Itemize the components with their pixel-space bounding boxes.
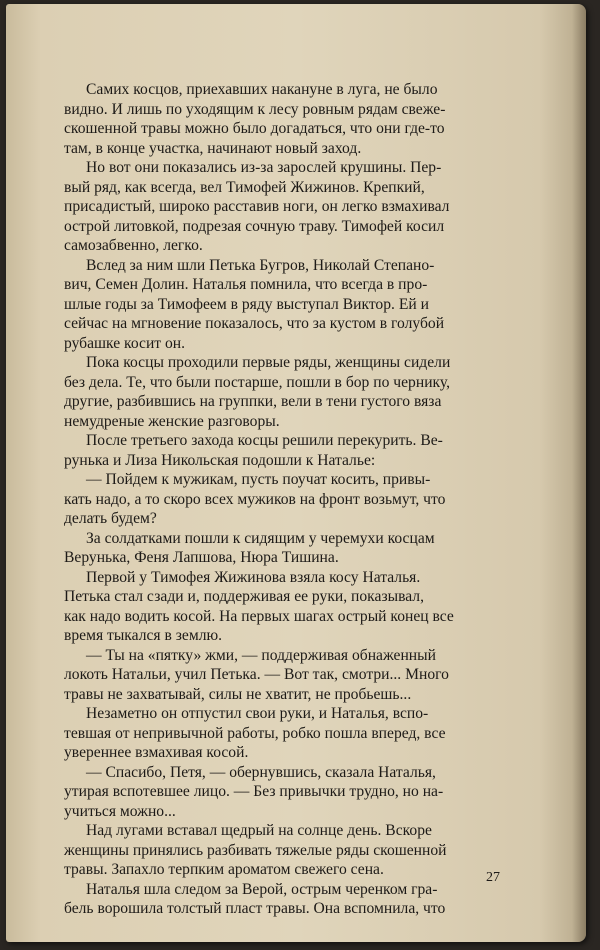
paragraph-10: Незаметно он отпустил свои руки, и Наталья, вспо- тевшая от непривычной работы, робко пошла вперед, все увереннее взмахивая косой. [64,705,446,761]
paragraph-4: Пока косцы проходили первые ряды, женщины сидели без дела. Те, что были постарше, пошли в бор по чернику, другие, разбившись на группки, вели в тени густого вяза немудреные женские разговоры. [64,354,451,430]
book-page [6,4,586,942]
paragraph-2: Но вот они показались из-за зарослей крушины. Пер- вый ряд, как всегда, вел Тимофей Жижинов. Крепкий, присадистый, широко расставив ноги, он легко взмахивал острой литовкой, подрезая сочную траву. Тимофей косил самозабвенно, легко. [64,159,450,254]
paragraph-1: Самих косцов, приехавших накануне в луга, не было видно. И лишь по уходящим к лесу ровным рядам свеже- скошенной травы можно было догадаться, что они где-то там, в конце участка, начинают новый заход. [64,81,446,157]
paragraph-13: Наталья шла следом за Верой, острым черенком гра- бель ворошила толстый пласт травы. Она вспомнила, что [64,880,446,917]
paragraph-6: — Пойдем к мужикам, пусть поучат косить, привы- кать надо, а то скоро всех мужиков на фронт возьмут, что делать будем? [64,471,446,527]
page-spine-shadow [572,4,586,942]
paragraph-9: — Ты на «пятку» жми, — поддерживая обнаженный локоть Натальи, учил Петька. — Вот так, смотри... Много травы не захватывай, силы не хватит, не пробьешь... [64,646,449,703]
page-number: 27 [486,870,500,885]
page-text [64,80,504,919]
paragraph-8: Первой у Тимофея Жижинова взяла косу Наталья. Петька стал сзади и, поддерживая ее руки, показывал, как надо водить косой. На первых шагах острый конец все время тыкался в землю. [64,568,454,644]
paragraph-11: — Спасибо, Петя, — обернувшись, сказала Наталья, утирая вспотевшее лицо. — Без привычки трудно, но на- учиться можно... [64,763,444,820]
paragraph-3: Вслед за ним шли Петька Бугров, Николай Степано- вич, Семен Долин. Наталья помнила, что всегда в про- шлые годы за Тимофеем в ряду выступал Виктор. Ей и сейчас на мгновение показалось, что за кустом в голубой рубашке косит он. [64,256,445,352]
paragraph-5: После третьего захода косцы решили перекурить. Ве- рунька и Лиза Никольская подошли к Наталье: [64,432,443,469]
paragraph-7: За солдатками пошли к сидящим у черемухи косцам Верунька, Феня Лапшова, Нюра Тишина. [64,529,435,566]
paragraph-12: Над лугами вставал щедрый на солнце день. Вскоре женщины принялись разбивать тяжелые ряды скошенной травы. Запахло терпким ароматом свежего сена. [64,822,447,878]
